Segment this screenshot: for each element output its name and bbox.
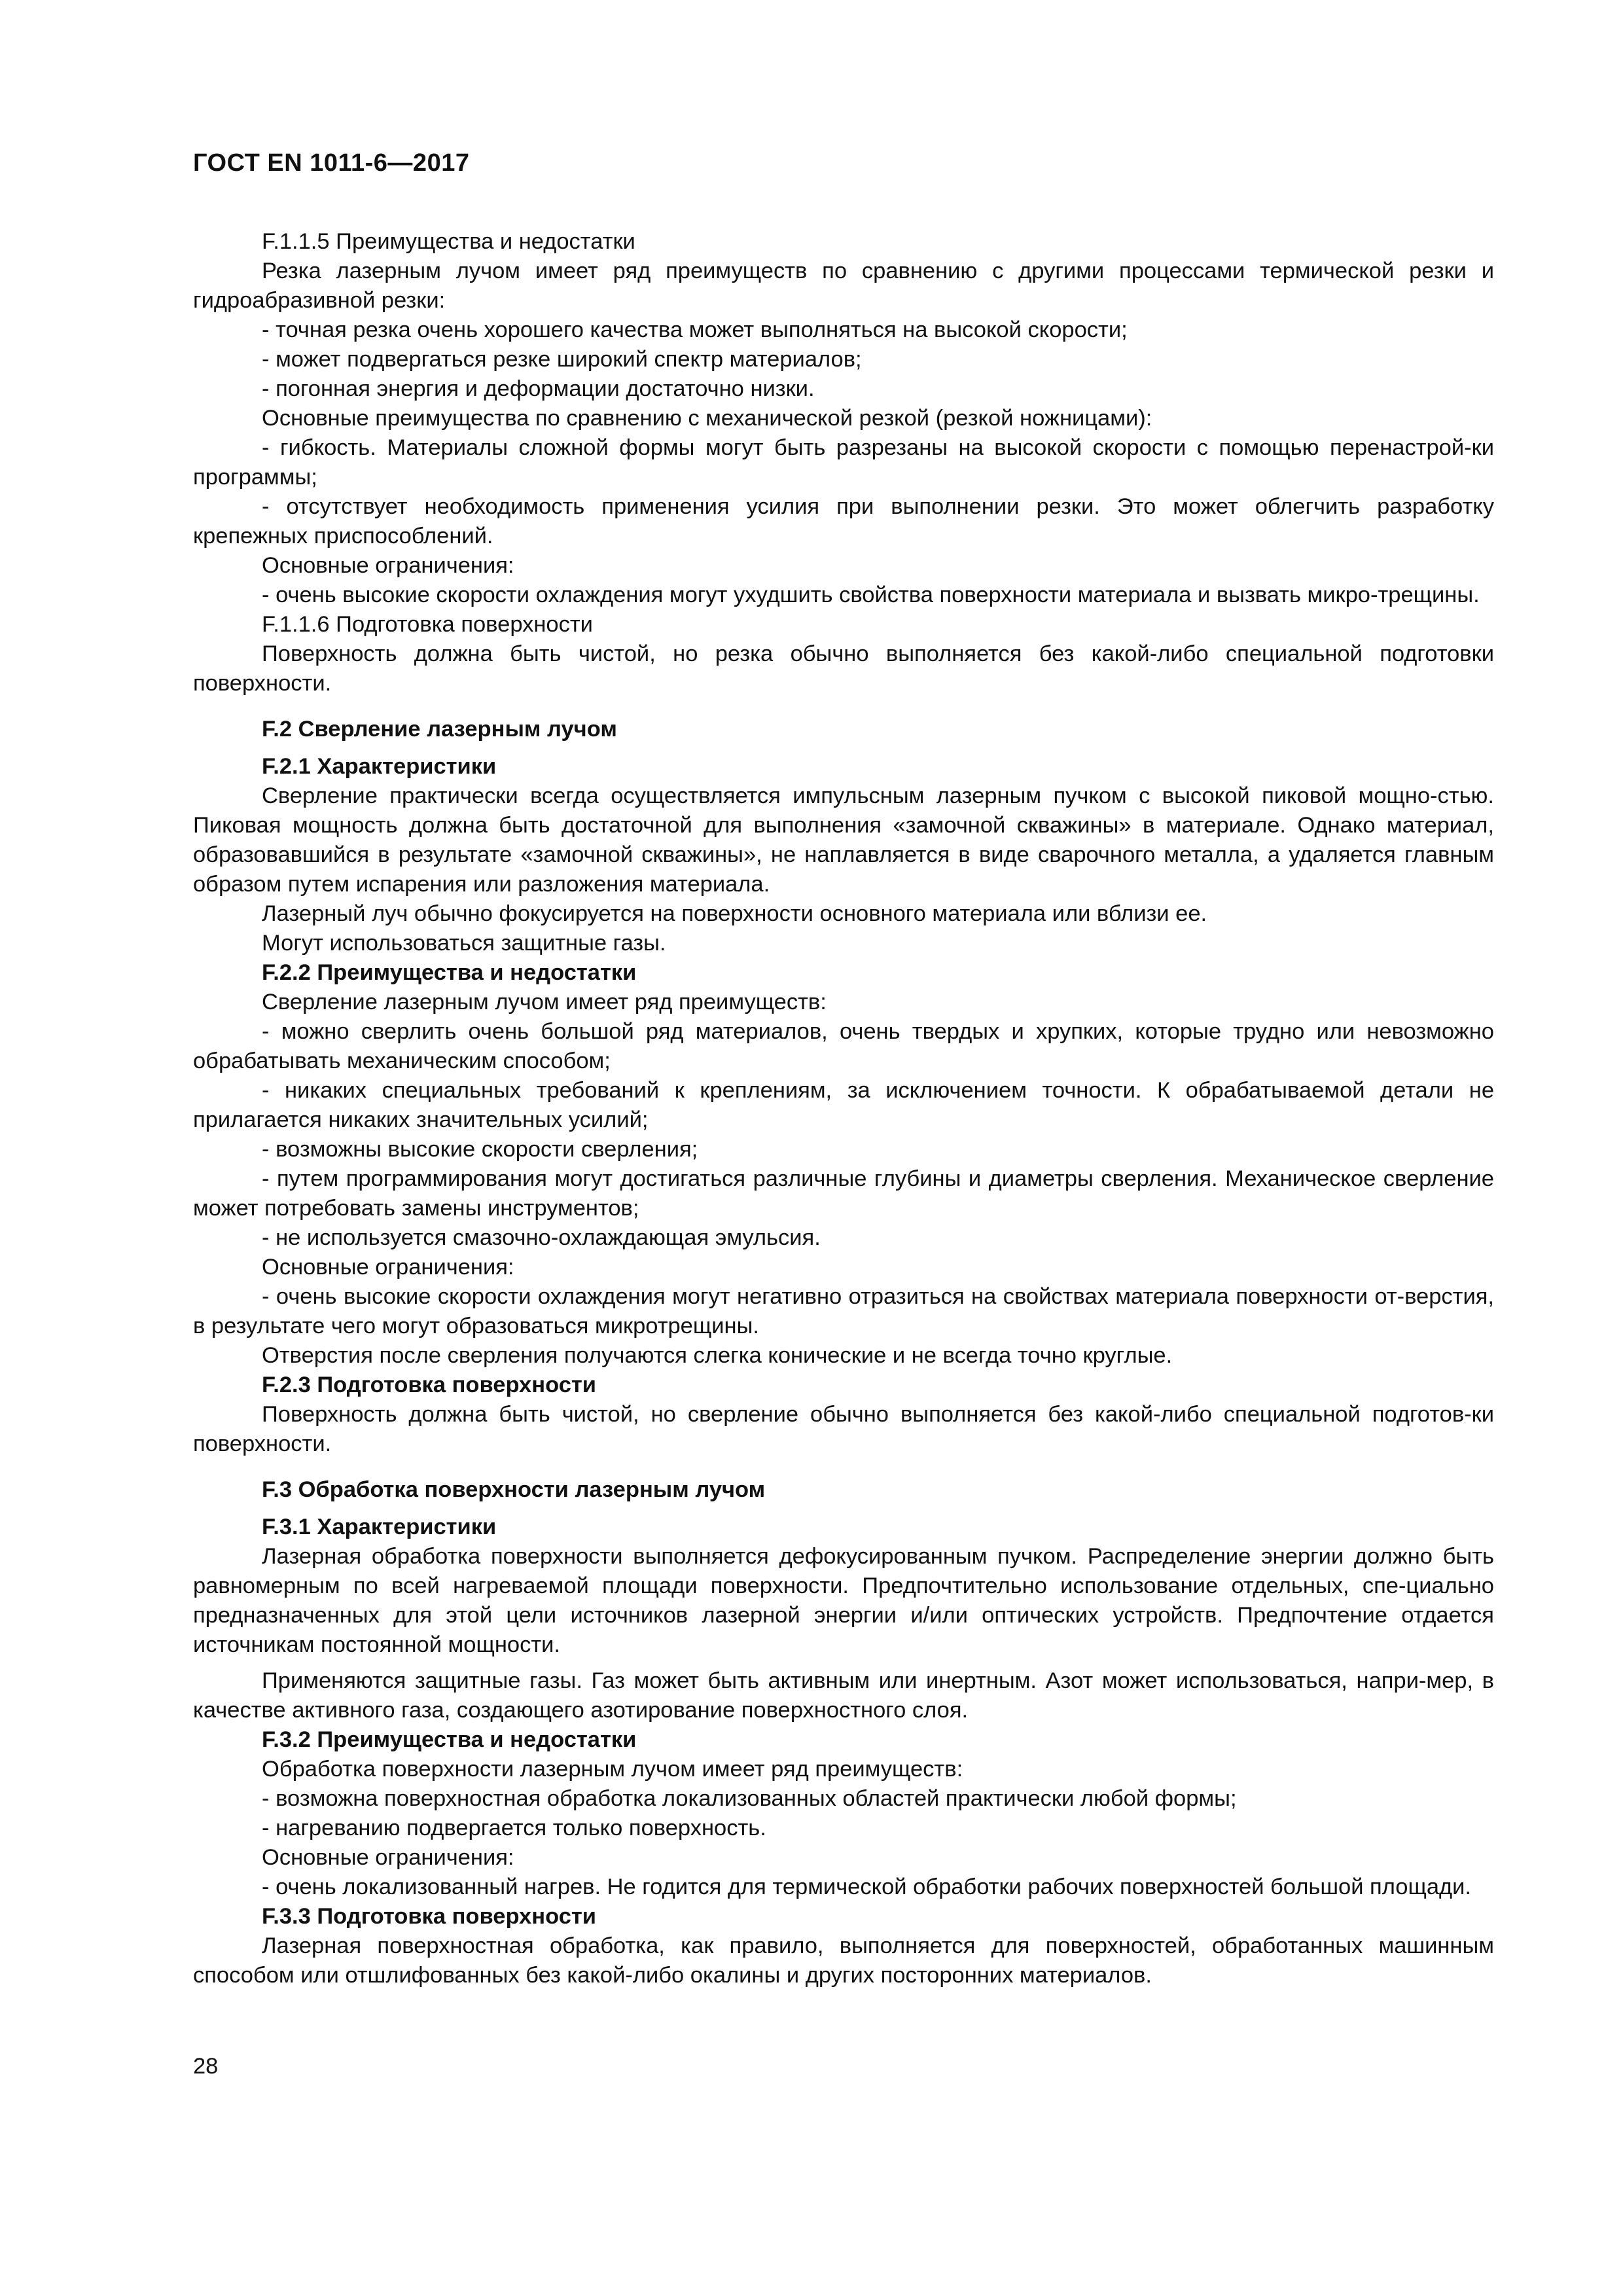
list-item: - погонная энергия и деформации достаточно низки.: [262, 376, 815, 401]
heading-f32: F.3.2 Преимущества и недостатки: [262, 1727, 637, 1752]
paragraph-f115-limits-intro: Основные ограничения:: [262, 553, 514, 578]
list-item: - гибкость. Материалы сложной формы могут быть разрезаны на высокой скорости с помощью перенастрой-ки программы;: [193, 435, 1494, 490]
paragraph-f115-intro: Резка лазерным лучом имеет ряд преимуществ по сравнению с другими процессами термической резки и гидроабразивной резки:: [193, 259, 1494, 313]
heading-f2: F.2 Сверление лазерным лучом: [262, 717, 617, 742]
paragraph-f32-limits-intro: Основные ограничения:: [262, 1845, 514, 1870]
paragraph-f33: Лазерная поверхностная обработка, как правило, выполняется для поверхностей, обработанных машинным способом или отшлифованных без какой-либо окалины и других посторонних материалов.: [193, 1933, 1494, 1988]
document-header: ГОСТ EN 1011-6—2017: [193, 149, 470, 177]
spacer: [193, 1660, 1494, 1666]
paragraph-f23: Поверхность должна быть чистой, но сверление обычно выполняется без какой-либо специальной подготов-ки поверхности.: [193, 1402, 1494, 1456]
list-item: - отсутствует необходимость применения усилия при выполнении резки. Это может облегчить разработку крепежных приспособлений.: [193, 494, 1494, 548]
heading-f21: F.2.1 Характеристики: [262, 754, 497, 779]
paragraph-f22-limits-intro: Основные ограничения:: [262, 1255, 514, 1280]
list-item: - точная резка очень хорошего качества может выполняться на высокой скорости;: [262, 317, 1128, 342]
section-title-f116: F.1.1.6 Подготовка поверхности: [262, 612, 593, 637]
list-item: - очень высокие скорости охлаждения могут негативно отразиться на свойствах материала поверхности от-верстия, в результате чего могут образоваться микротрещины.: [193, 1284, 1494, 1338]
heading-f3: F.3 Обработка поверхности лазерным лучом: [262, 1477, 766, 1502]
list-item: - нагреванию подвергается только поверхность.: [262, 1816, 766, 1840]
paragraph-f21-2: Лазерный луч обычно фокусируется на поверхности основного материала или вблизи ее.: [262, 901, 1207, 926]
heading-f33: F.3.3 Подготовка поверхности: [262, 1904, 596, 1929]
paragraph-f32-intro: Обработка поверхности лазерным лучом имеет ряд преимуществ:: [262, 1757, 963, 1782]
list-item: - возможны высокие скорости сверления;: [262, 1137, 698, 1162]
page-number: 28: [193, 2054, 219, 2079]
list-item: - очень высокие скорости охлаждения могут ухудшить свойства поверхности материала и вызвать микро-трещины.: [262, 583, 1480, 607]
paragraph-f21: Сверление практически всегда осуществляется импульсным лазерным пучком с высокой пиковой мощно-стью. Пиковая мощность должна быть достаточной для выполнения «замочной скважины» в материале. Однако материал, образовавшийся в результате «замочной скважины», не наплавляется в виде сварочного металла, а удаляется главным образом путем испарения или разложения материала.: [193, 783, 1494, 897]
paragraph-f21-3: Могут использоваться защитные газы.: [262, 931, 666, 956]
paragraph-f31: Лазерная обработка поверхности выполняется дефокусированным пучком. Распределение энергии должно быть равномерным по всей нагреваемой площади поверхности. Предпочтительно использование отдельных, спе-циально предназначенных для этой цели источников лазерной энергии и/или оптических устройств. Предпочтение отдается источникам постоянной мощности.: [193, 1544, 1494, 1657]
paragraph-f22-intro: Сверление лазерным лучом имеет ряд преимуществ:: [262, 990, 827, 1014]
paragraph-f115-mech-intro: Основные преимущества по сравнению с механической резкой (резкой ножницами):: [262, 406, 1152, 431]
paragraph-f22-note: Отверстия после сверления получаются слегка конические и не всегда точно круглые.: [262, 1343, 1173, 1368]
list-item: - можно сверлить очень большой ряд материалов, очень твердых и хрупких, которые трудно или невозможно обрабатывать механическим способом;: [193, 1019, 1494, 1073]
list-item: - не используется смазочно-охлаждающая эмульсия.: [262, 1225, 821, 1250]
list-item: - никаких специальных требований к креплениям, за исключением точности. К обрабатываемой детали не прилагается никаких значительных усилий;: [193, 1078, 1494, 1132]
list-item: - очень локализованный нагрев. Не годится для термической обработки рабочих поверхностей большой площади.: [262, 1874, 1472, 1899]
list-item: - возможна поверхностная обработка локализованных областей практически любой формы;: [262, 1786, 1237, 1811]
section-title-f115: F.1.1.5 Преимущества и недостатки: [262, 229, 635, 254]
list-item: - может подвергаться резке широкий спектр материалов;: [262, 347, 862, 372]
heading-f23: F.2.3 Подготовка поверхности: [262, 1372, 596, 1397]
list-item: - путем программирования могут достигаться различные глубины и диаметры сверления. Механическое сверление может потребовать замены инструментов;: [193, 1166, 1494, 1221]
paragraph-f31-2: Применяются защитные газы. Газ может быть активным или инертным. Азот может использоваться, напри-мер, в качестве активного газа, создающего азотирование поверхностного слоя.: [193, 1668, 1494, 1723]
paragraph-f116: Поверхность должна быть чистой, но резка обычно выполняется без какой-либо специальной подготовки поверхности.: [193, 641, 1494, 696]
heading-f31: F.3.1 Характеристики: [262, 1515, 497, 1539]
heading-f22: F.2.2 Преимущества и недостатки: [262, 960, 637, 985]
document-body: [193, 227, 1494, 1990]
